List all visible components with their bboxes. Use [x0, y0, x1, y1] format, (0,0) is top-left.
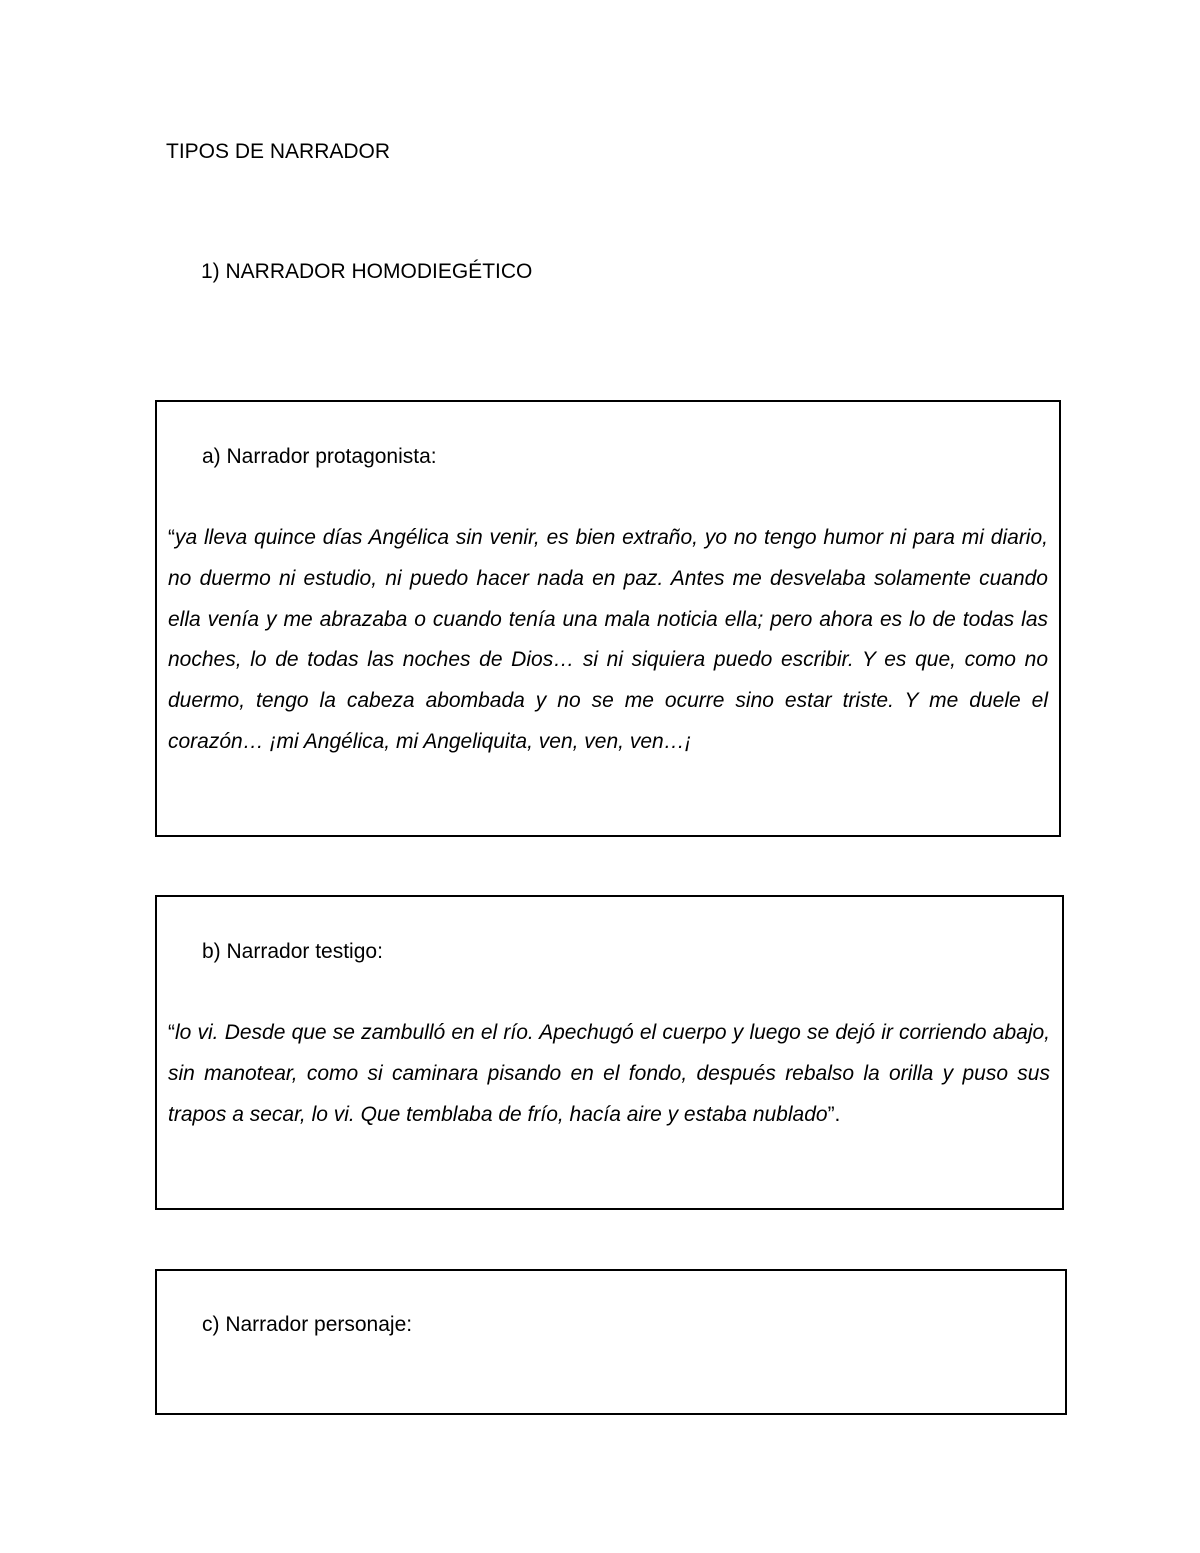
quote-text: lo vi. Desde que se zambulló en el río. Apechugó el cuerpo y luego se dejó ir corriendo abajo, sin manotear, como si caminara pisando en el fondo, después rebalso la orilla y puso sus trapos a secar, lo vi. Que temblaba de frío, hacía aire y estaba nublado: [168, 1021, 1050, 1126]
narrator-character-box: [155, 1269, 1067, 1415]
narrator-protagonist-box: [155, 400, 1061, 837]
narrator-witness-label: b) Narrador testigo:: [202, 940, 383, 963]
narrator-protagonist-label: a) Narrador protagonista:: [202, 445, 437, 468]
quote-text: ya lleva quince días Angélica sin venir, es bien extraño, yo no tengo humor ni para mi diario, no duermo ni estudio, ni puedo hacer nada en paz. Antes me desvelaba solamente cuando ella venía y me abrazaba o cuando tenía una mala noticia ella; pero ahora es lo de todas las noches, lo de todas las noches de Dios… si ni siquiera puedo escribir. Y es que, como no duermo, tengo la cabeza abombada y no se me ocurre sino estar triste. Y me duele el corazón… ¡mi Angélica, mi Angeliquita, ven, ven, ven…¡: [168, 526, 1048, 753]
section-heading: 1) NARRADOR HOMODIEGÉTICO: [201, 260, 533, 283]
opening-quote-mark: “: [168, 526, 175, 549]
narrator-character-label: c) Narrador personaje:: [202, 1313, 413, 1336]
opening-quote-mark: “: [168, 1021, 175, 1044]
narrator-witness-quote: [168, 1013, 1050, 1135]
narrator-protagonist-quote: [168, 518, 1048, 763]
narrator-witness-box: [155, 895, 1064, 1210]
page-title: TIPOS DE NARRADOR: [166, 140, 391, 163]
closing-quote-mark: ”.: [827, 1102, 841, 1126]
